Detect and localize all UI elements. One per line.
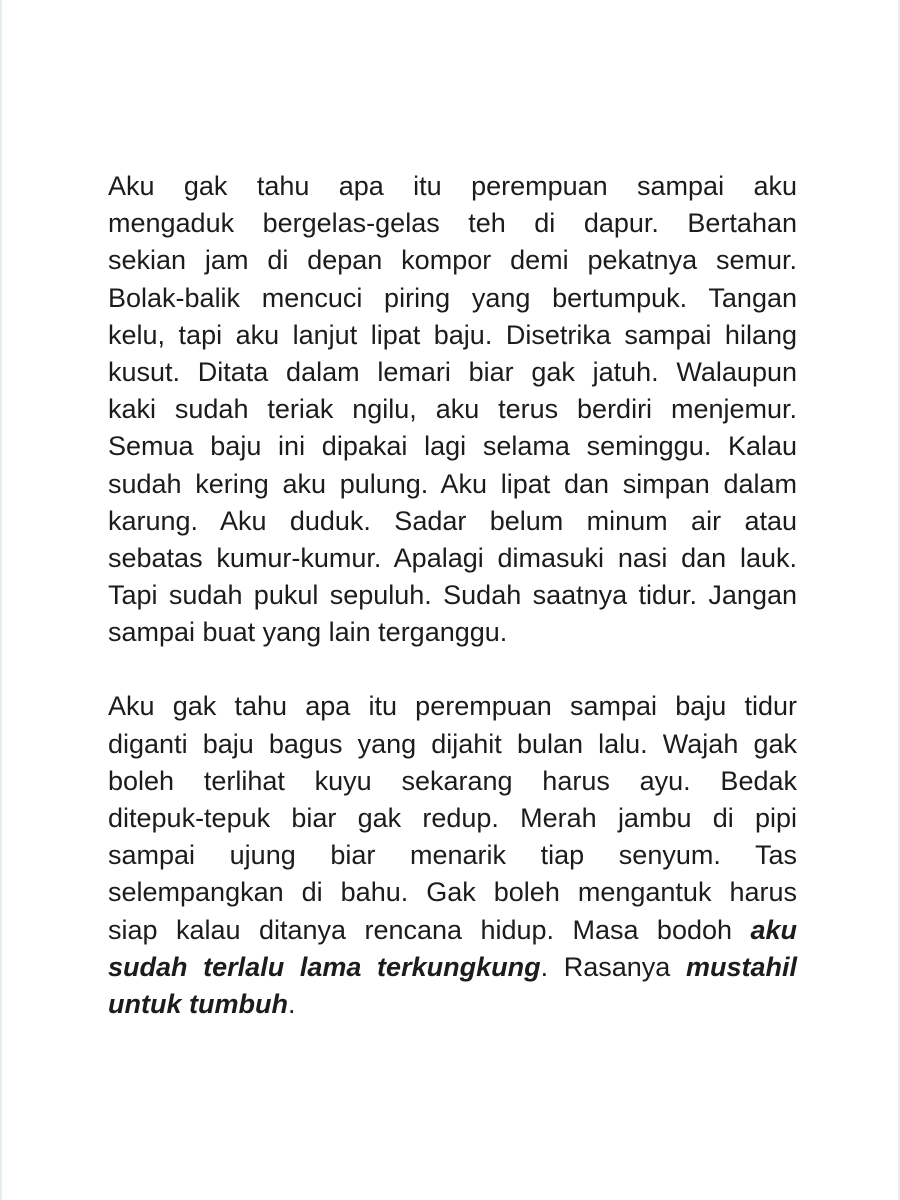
paragraph-2-line-5: sampai ujung biar menarik tiap senyum. Tas <box>108 840 797 871</box>
paragraph-1-line-2: mengaduk bergelas-gelas teh di dapur. Bertahan <box>108 208 797 239</box>
paragraph-2-line-8-text: . Rasanya <box>540 951 686 982</box>
paragraph-2-line-2: diganti baju bagus yang dijahit bulan lalu. Wajah gak <box>108 728 797 759</box>
paragraph-2 <box>108 688 797 1023</box>
text-body <box>108 168 797 1023</box>
paragraph-2-line-7-text: siap kalau ditanya rencana hidup. Masa bodoh <box>108 914 751 945</box>
paragraph-1-line-10: karung. Aku duduk. Sadar belum minum air atau <box>108 505 797 536</box>
paragraph-2-line-6: selempangkan di bahu. Gak boleh mengantuk harus <box>108 877 797 908</box>
paragraph-2-line-7 <box>108 912 797 949</box>
paragraph-1-line-7: kaki sudah teriak ngilu, aku terus berdiri menjemur. <box>108 394 797 425</box>
paragraph-1-line-9: sudah kering aku pulung. Aku lipat dan simpan dalam <box>108 468 797 499</box>
paragraph-1-line-6: kusut. Ditata dalam lemari biar gak jatuh. Walaupun <box>108 356 797 387</box>
paragraph-2-line-3: boleh terlihat kuyu sekarang harus ayu. Bedak <box>108 765 797 796</box>
paragraph-1-line-13: sampai buat yang lain terganggu. <box>108 617 508 648</box>
emphasis-aku: aku <box>750 914 797 945</box>
paragraph-2-line-4: ditepuk-tepuk biar gak redup. Merah jambu di pipi <box>108 803 797 833</box>
paragraph-1 <box>108 168 797 651</box>
emphasis-mustahil: mustahil <box>685 951 797 982</box>
emphasis-terkungkung: sudah terlalu lama terkungkung <box>108 951 541 982</box>
paragraph-1-line-12: Tapi sudah pukul sepuluh. Sudah saatnya tidur. Jangan <box>108 580 797 611</box>
paragraph-1-line-1: Aku gak tahu apa itu perempuan sampai aku <box>108 171 797 201</box>
emphasis-untuk-tumbuh: untuk tumbuh <box>108 988 288 1019</box>
paragraph-2-line-1: Aku gak tahu apa itu perempuan sampai baju tidur <box>108 691 797 722</box>
paragraph-1-line-5: kelu, tapi aku lanjut lipat baju. Disetrika sampai hilang <box>108 319 797 350</box>
paragraph-1-line-11: sebatas kumur-kumur. Apalagi dimasuki nasi dan lauk. <box>108 542 797 573</box>
paragraph-2-line-9 <box>108 986 797 1023</box>
paragraph-1-line-4: Bolak-balik mencuci piring yang bertumpuk. Tangan <box>108 282 797 313</box>
paragraph-1-line-8: Semua baju ini dipakai lagi selama seminggu. Kalau <box>108 431 797 462</box>
paragraph-2-line-8 <box>108 949 797 986</box>
paragraph-1-line-3: sekian jam di depan kompor demi pekatnya semur. <box>108 245 797 276</box>
paragraph-2-line-9-text: . <box>287 988 296 1019</box>
